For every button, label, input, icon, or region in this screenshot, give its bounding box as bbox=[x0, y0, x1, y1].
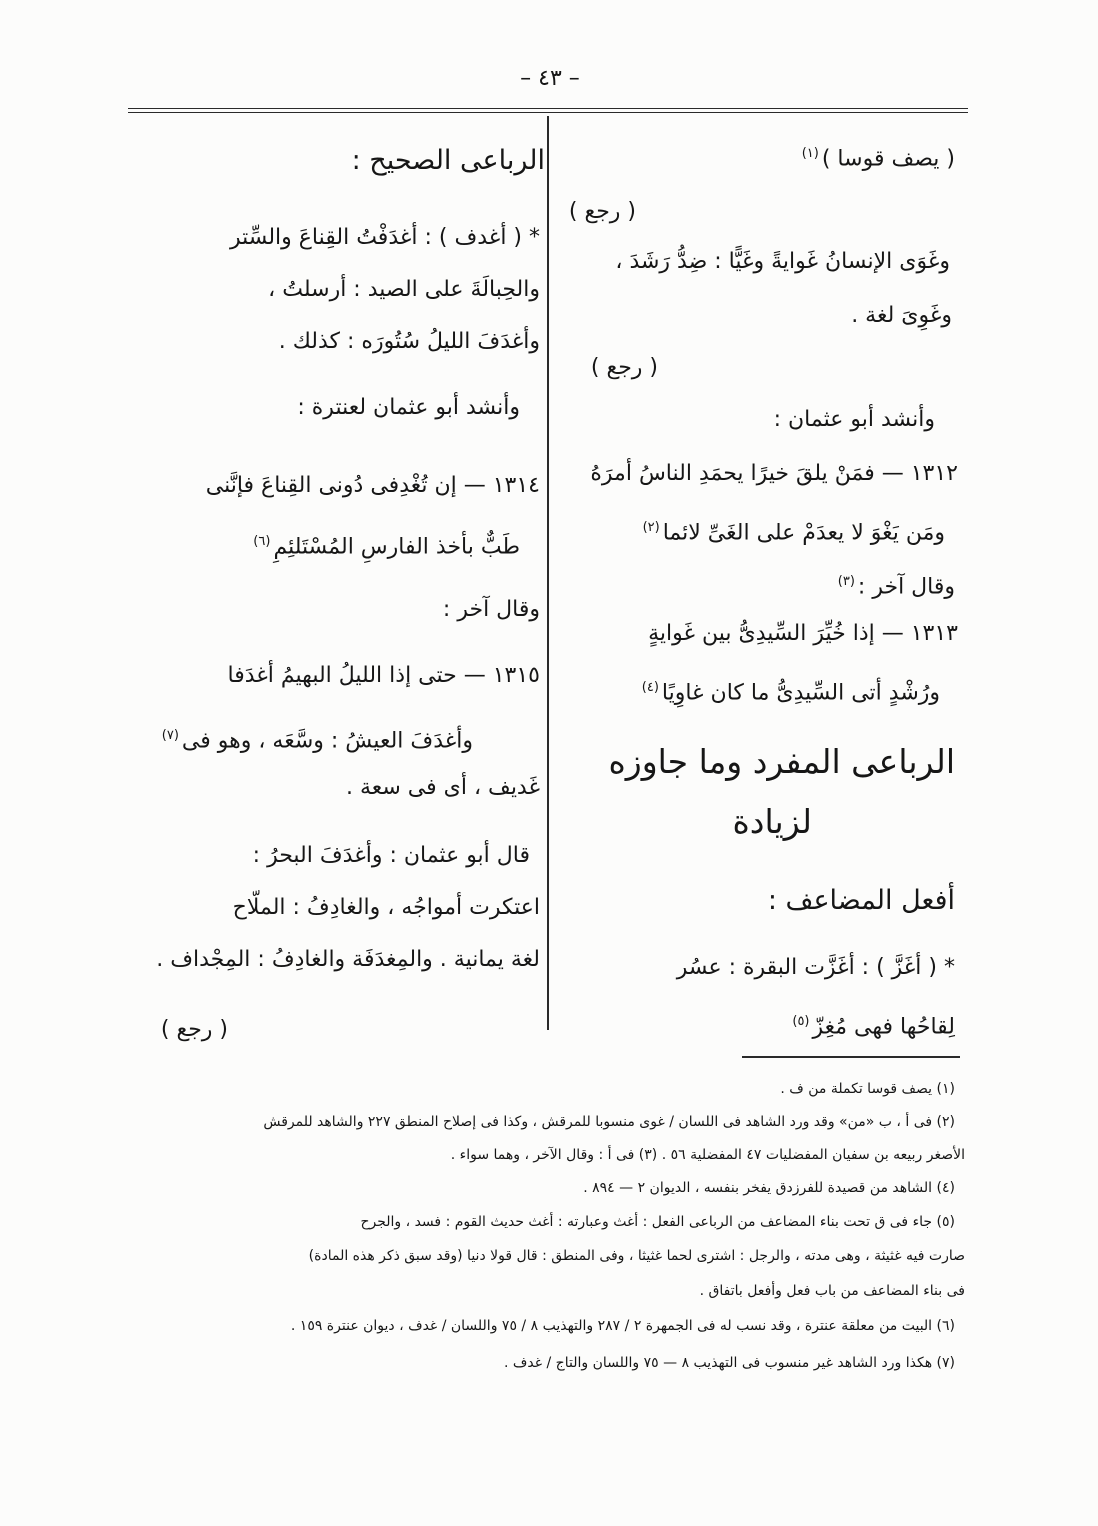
line-text: لِقاحُها فهى مُغِزّ bbox=[812, 1014, 955, 1040]
entry-line: * ( أغدف ) : أغدَفْتُ القِناعَ والسِّتر bbox=[229, 225, 540, 250]
verse-line: ١٣١٢ — فمَنْ يلقَ خيرًا يحمَدِ الناسُ أمرَهُ bbox=[590, 461, 958, 486]
footnote-marker: (٤) bbox=[641, 680, 659, 695]
verse-line bbox=[250, 526, 520, 563]
verse-line bbox=[639, 672, 940, 709]
footnote-rule bbox=[742, 1056, 960, 1058]
entry-line: وأغدَفَ الليلُ سُتُورَه : كذلك . bbox=[278, 329, 540, 354]
entry-line: وغَوَى الإنسانُ غَوايةً وغَيًّا : ضِدُّ رَشَدَ ، bbox=[615, 249, 950, 274]
section-heading: الرباعى المفرد وما جاوزه bbox=[608, 742, 955, 781]
entry-line: وقال آخر : bbox=[442, 597, 540, 622]
verse-line: ١٣١٣ — إذا خُيِّرَ السِّيدِىُّ بين غَوايةٍ bbox=[648, 621, 958, 646]
footnote: (٤) الشاهد من قصيدة للفرزدق يفخر بنفسه ، الديوان ٢ — ٨٩٤ . bbox=[583, 1180, 955, 1196]
verse-line: ١٣١٥ — حتى إذا الليلُ البهيمُ أغدَفا bbox=[227, 663, 540, 688]
entry-line: وأنشد أبو عثمان لعنترة : bbox=[297, 395, 520, 420]
footnote: (١) يصف قوسا تكملة من ف . bbox=[780, 1081, 955, 1097]
entry-line: اعتكرت أمواجُه ، والغادِفُ : الملّاح bbox=[232, 895, 540, 920]
footnote-marker: (٧) bbox=[161, 728, 179, 743]
footnote-marker: (١) bbox=[801, 146, 819, 161]
entry-line: غَديف ، أى فى سعة . bbox=[345, 775, 540, 800]
verse-line bbox=[640, 512, 945, 549]
entry-line bbox=[159, 720, 473, 757]
entry-line: لغة يمانية . والمِغدَفَة والغادِفُ : المِجْداف . bbox=[156, 947, 540, 972]
entry-line: قال أبو عثمان : وأغدَفَ البحرُ : bbox=[252, 843, 530, 868]
entry-line bbox=[799, 138, 955, 175]
line-text: طَبٌّ بأخذ الفارسِ المُسْتَلئِمِ bbox=[273, 534, 520, 560]
section-heading-continued: لزيادة bbox=[732, 802, 812, 841]
entry-line: وغَوِىَ لغة . bbox=[851, 303, 952, 328]
entry-line bbox=[789, 1006, 955, 1043]
line-text: ومَن يَغْوَ لا يعدَمْ على الغَىِّ لائما bbox=[662, 520, 945, 546]
back-reference: ( رجع ) bbox=[568, 199, 636, 224]
footnote: (٥) جاء فى ق تحت بناء المضاعف من الرباعى الفعل : أغث وعبارته : أغث حديث القوم : فسد ، والجرح bbox=[360, 1214, 955, 1230]
footnote: (٦) البيت من معلقة عنترة ، وقد نسب له فى الجمهرة ٢ / ٢٨٧ والتهذيب ٨ / ٧٥ واللسان / غدف ، ديوان عنترة ١٥٩ . bbox=[290, 1318, 955, 1334]
header-rule bbox=[128, 108, 968, 113]
line-text: ( يصف قوسا ) bbox=[821, 146, 955, 172]
entry-line: وأنشد أبو عثمان : bbox=[773, 407, 935, 432]
footnote: الأصغر ربيعه بن سفيان المفضليات ٤٧ المفضلية ٥٦ . (٣) فى أ : وقال الآخر ، وهما سواء . bbox=[450, 1147, 965, 1163]
column-divider bbox=[547, 116, 549, 1030]
footnote-marker: (٥) bbox=[792, 1014, 810, 1029]
entry-line bbox=[835, 566, 955, 603]
footnote-marker: (٢) bbox=[642, 520, 660, 535]
entry-line: * ( أغَزَّ ) : أغَزَّت البقرة : عسُر bbox=[676, 955, 955, 980]
verse-line: ١٣١٤ — إن تُغْدِفى دُونى القِناعَ فإنَّنى bbox=[205, 473, 540, 498]
footnote: (٢) فى أ ، ب «من» وقد ورد الشاهد فى اللسان / غوى منسوبا للمرقش ، وكذا فى إصلاح المنطق ٢٢٧ والشاهد للمرقش bbox=[263, 1114, 955, 1130]
footnote-marker: (٦) bbox=[253, 534, 271, 549]
footnote: (٧) هكذا ورد الشاهد غير منسوب فى التهذيب ٨ — ٧٥ واللسان والتاج / غدف . bbox=[503, 1355, 955, 1371]
line-text: وقال آخر : bbox=[857, 574, 955, 600]
back-reference: ( رجع ) bbox=[590, 355, 658, 380]
footnote: صارت فيه غثيثة ، وهى مدته ، والرجل : اشترى لحما غثيثا ، وفى المنطق : قال قولا دنيا (وقد سبق ذكر هذه المادة) bbox=[308, 1248, 965, 1264]
subheading: أفعل المضاعف : bbox=[767, 885, 955, 916]
line-text: ورُشْدٍ أتى السِّيدِىُّ ما كان غاوِيًا bbox=[661, 680, 940, 706]
footnote: فى بناء المضاعف من باب فعل وأفعل باتفاق . bbox=[699, 1283, 965, 1299]
entry-line: والحِبالَةَ على الصيد : أرسلتُ ، bbox=[268, 277, 540, 302]
footnote-marker: (٣) bbox=[837, 574, 855, 589]
section-heading: الرباعى الصحيح : bbox=[351, 145, 545, 176]
line-text: وأغدَفَ العيشُ : وسَّعَه ، وهو فى bbox=[181, 728, 473, 754]
back-reference: ( رجع ) bbox=[160, 1017, 228, 1042]
page-number: – ٤٣ – bbox=[520, 66, 580, 91]
